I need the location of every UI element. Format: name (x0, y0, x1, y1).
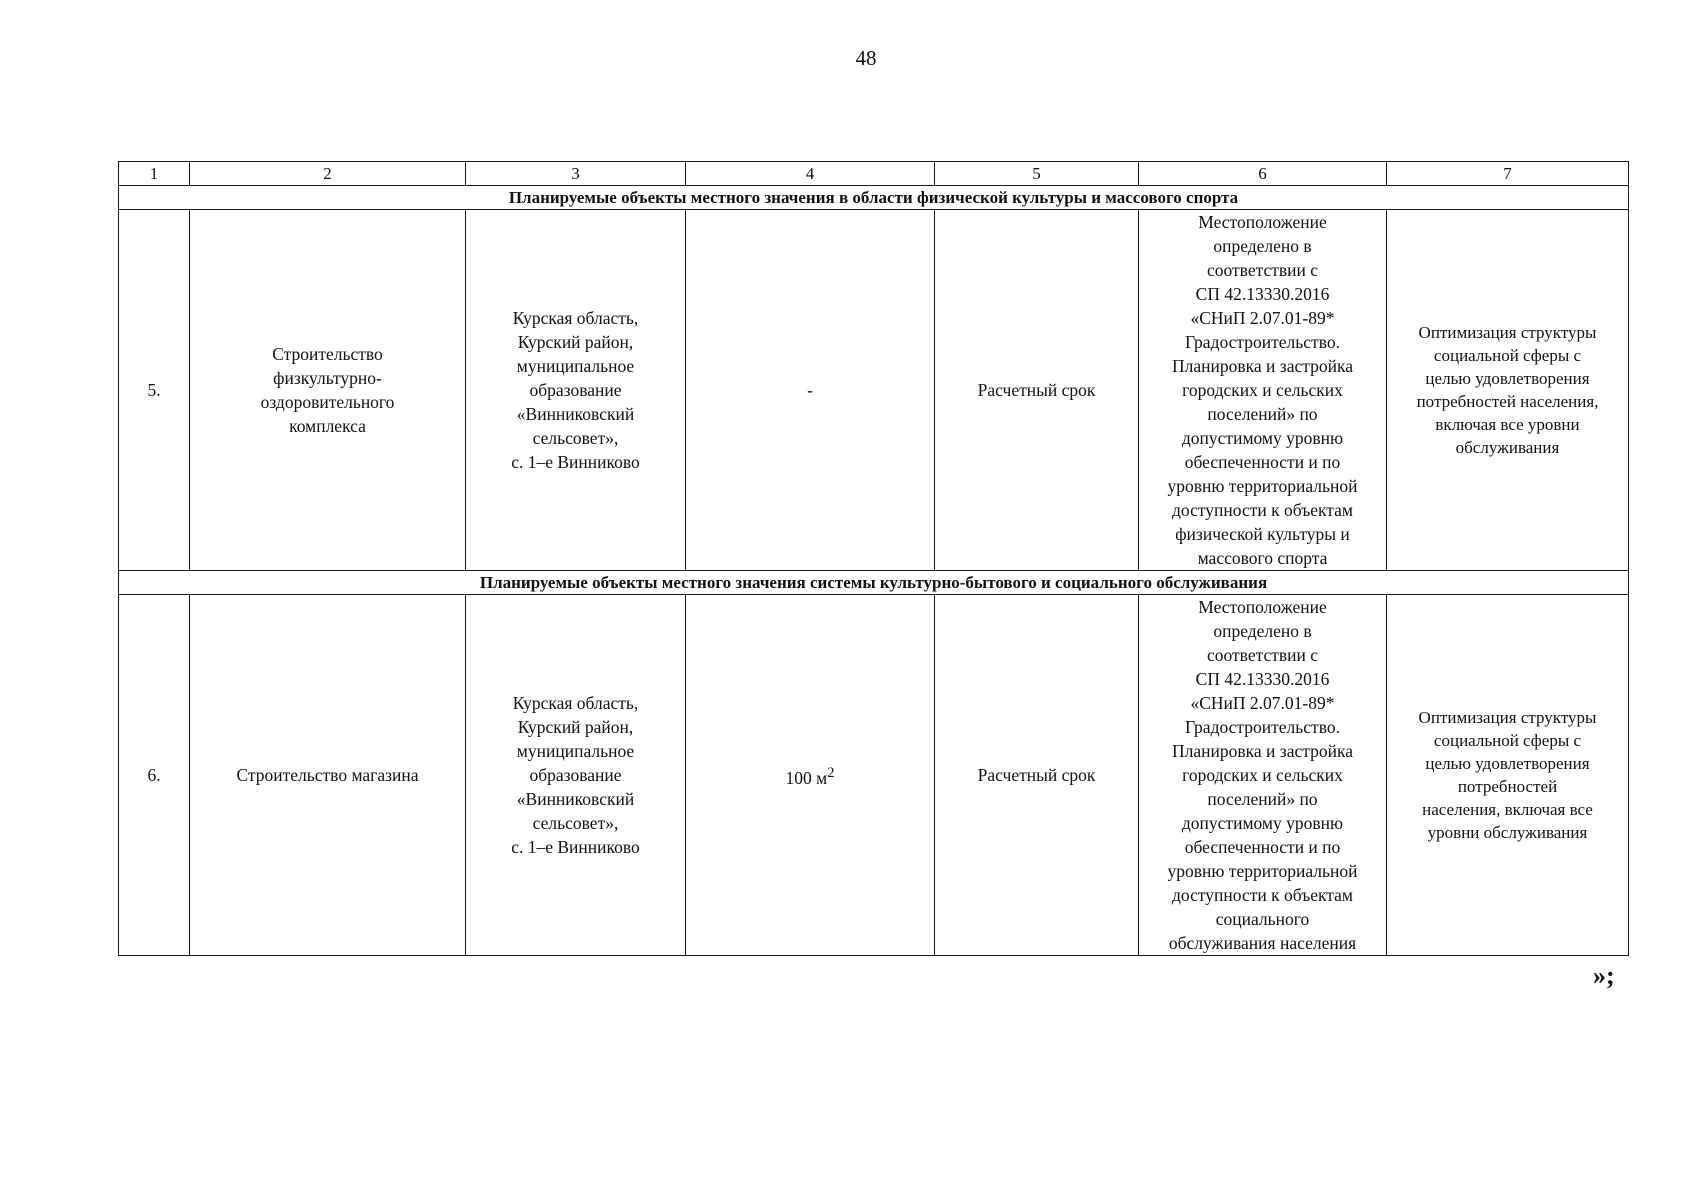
location-cell (466, 210, 686, 571)
column-number-row (119, 162, 1629, 186)
planning-objects-table (118, 161, 1629, 956)
column-number-cell: 1 (119, 162, 190, 186)
section-heading-sport: Планируемые объекты местного значения в области физической культуры и массового спорта (119, 186, 1629, 210)
purpose: Оптимизация структуры социальной сферы с целью удовлетворения потребностей населения, включая все уровни обслуживания (1416, 323, 1599, 457)
justification: Местоположение определено в соответствии с СП 42.13330.2016 «СНиП 2.07.01-89* Градостроительство. Планировка и застройка городских и сельских поселений» по допустимому уровню обеспеченности и по уровню территориальной доступности к объектам физической культуры и массового спорта (1167, 212, 1358, 568)
term-cell (935, 210, 1139, 571)
capacity-superscript: 2 (827, 764, 835, 781)
term-cell (935, 595, 1139, 956)
object-name: Строительство магазина (236, 765, 419, 785)
location-cell (466, 595, 686, 956)
object-name-cell (190, 210, 466, 571)
section-heading-row (119, 571, 1629, 595)
column-number-cell: 7 (1387, 162, 1629, 186)
justification: Местоположение определено в соответствии с СП 42.13330.2016 «СНиП 2.07.01-89* Градостроительство. Планировка и застройка городских и сельских поселений» по допустимому уровню обеспеченности и по уровню территориальной доступности к объектам социального обслуживания населения (1167, 597, 1358, 953)
row-number-cell (119, 210, 190, 571)
table-row (119, 210, 1629, 571)
row-number-cell (119, 595, 190, 956)
capacity: 100 м (785, 767, 828, 788)
capacity-cell (686, 210, 935, 571)
purpose-cell (1387, 210, 1629, 571)
term: Расчетный срок (977, 380, 1096, 400)
location: Курская область, Курский район, муниципальное образование «Винниковский сельсовет», с. 1–е Винниково (511, 308, 640, 472)
column-number-cell: 4 (686, 162, 935, 186)
purpose-cell (1387, 595, 1629, 956)
justification-cell (1139, 210, 1387, 571)
justification-cell (1139, 595, 1387, 956)
capacity: - (807, 380, 813, 400)
table-row (119, 595, 1629, 956)
row-number: 5. (147, 380, 161, 400)
location: Курская область, Курский район, муниципальное образование «Винниковский сельсовет», с. 1–е Винниково (511, 693, 640, 857)
column-number-cell: 5 (935, 162, 1139, 186)
page-number: 48 (855, 46, 877, 70)
section-heading-social: Планируемые объекты местного значения системы культурно-бытового и социального обслуживания (119, 571, 1629, 595)
column-number-cell: 3 (466, 162, 686, 186)
closing-quote-mark: »; (1593, 961, 1615, 990)
column-number-cell: 2 (190, 162, 466, 186)
object-name: Строительство физкультурно- оздоровительного комплекса (260, 344, 395, 436)
term: Расчетный срок (977, 765, 1096, 785)
capacity-cell (686, 595, 935, 956)
section-heading-row (119, 186, 1629, 210)
column-number-cell: 6 (1139, 162, 1387, 186)
row-number: 6. (147, 765, 161, 785)
purpose: Оптимизация структуры социальной сферы с целью удовлетворения потребностей населения, включая все уровни обслуживания (1418, 708, 1597, 842)
object-name-cell (190, 595, 466, 956)
